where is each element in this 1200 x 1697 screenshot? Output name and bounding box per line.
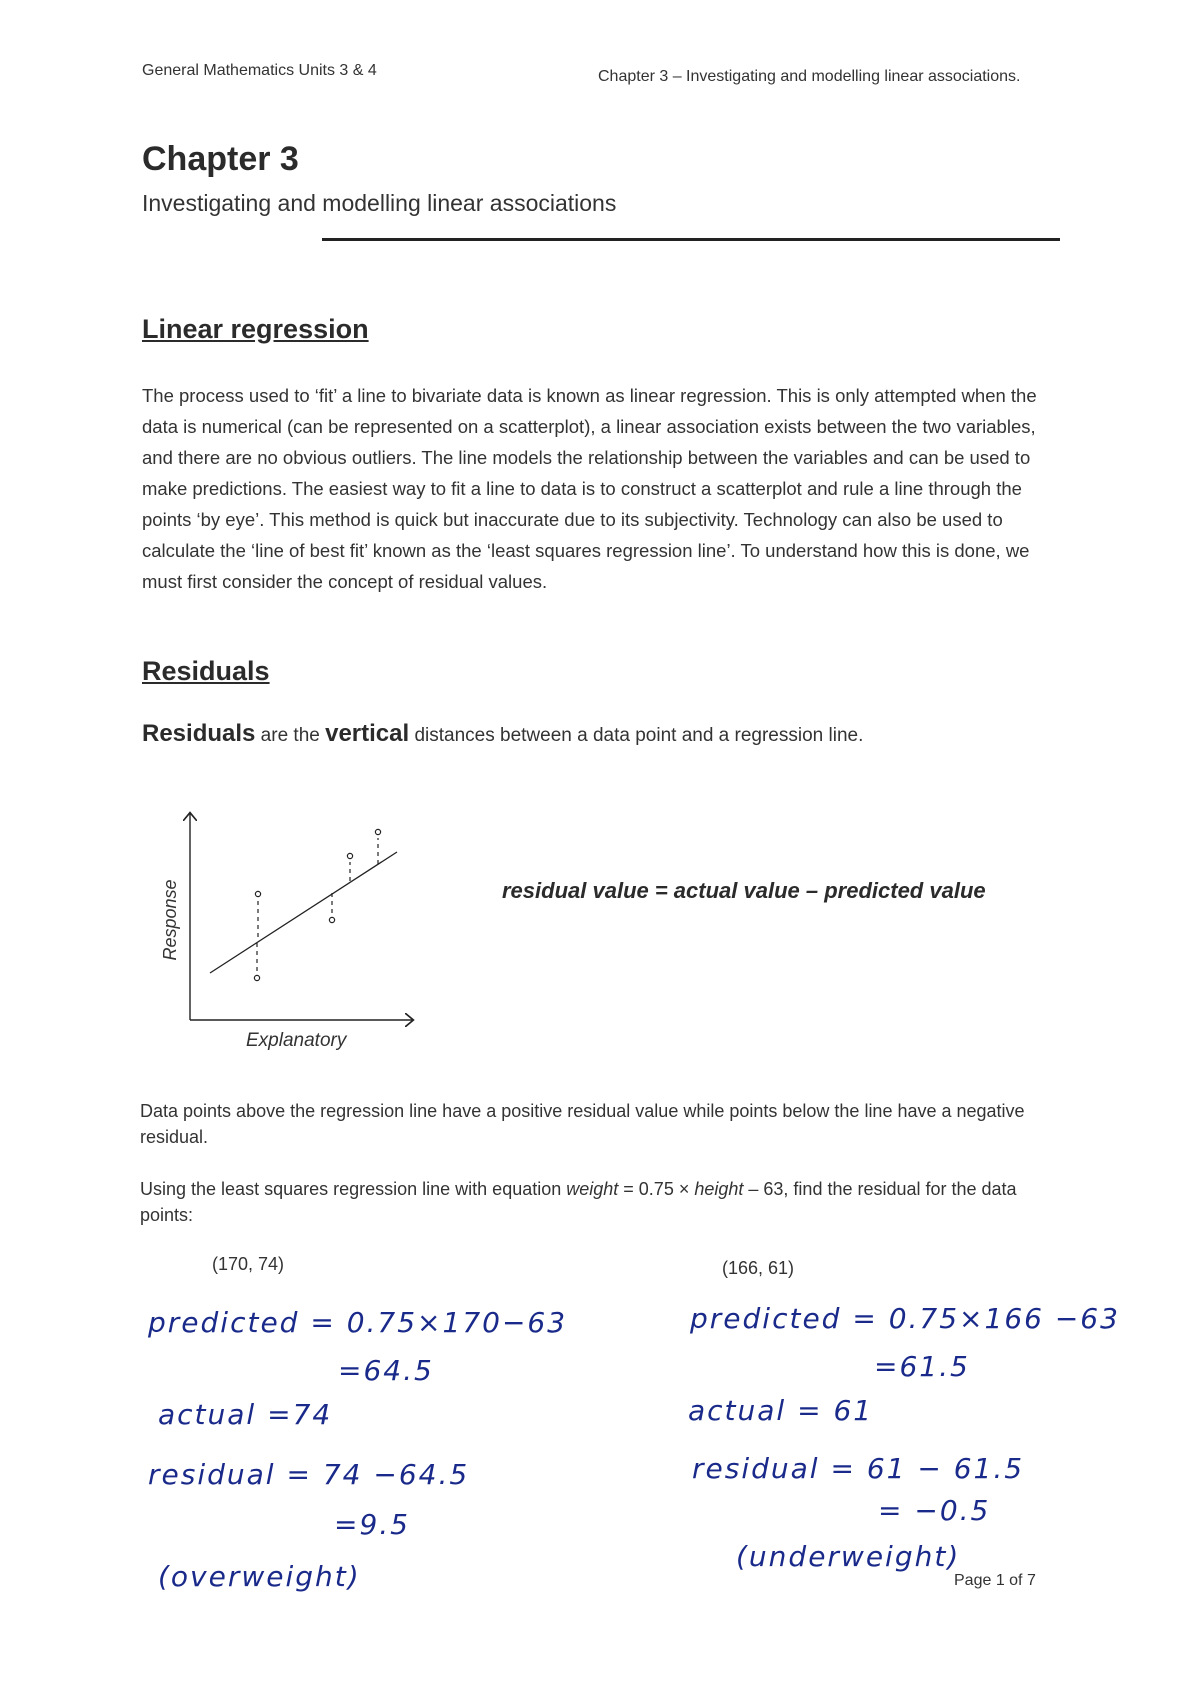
residual-diagram — [150, 800, 430, 1060]
hw-right-residual-value: = −0.5 — [878, 1494, 991, 1527]
title-rule — [322, 238, 1060, 241]
hw-right-note: (underweight) — [736, 1540, 961, 1573]
definition-rest: distances between a data point and a regression line. — [409, 725, 864, 746]
hw-left-predicted: predicted = 0.75×170−63 — [148, 1306, 568, 1339]
question-part-a: Using the least squares regression line with equation — [140, 1179, 567, 1199]
data-point-1 — [254, 975, 259, 980]
hw-left-predicted-value: =64.5 — [338, 1354, 434, 1387]
hw-left-residual: residual = 74 −64.5 — [148, 1458, 470, 1491]
hw-right-predicted: predicted = 0.75×166 −63 — [690, 1302, 1120, 1335]
residuals-term: Residuals — [142, 720, 256, 747]
residual-sign-note: Data points above the regression line have a positive residual value while points below the line have a negative residual. — [140, 1101, 1025, 1147]
x-axis-label: Explanatory — [246, 1030, 347, 1051]
definition-mid: are the — [255, 725, 326, 746]
section-heading-linear-regression: Linear regression — [142, 314, 369, 344]
regression-line — [210, 852, 397, 973]
chapter-subtitle: Investigating and modelling linear associations — [142, 190, 617, 216]
residual-formula: residual value = actual value – predicted value — [502, 878, 986, 903]
question-text — [140, 1176, 1070, 1228]
chapter-title: Chapter 3 — [142, 140, 299, 178]
data-point-4 — [347, 853, 352, 858]
hw-left-note: (overweight) — [158, 1560, 361, 1593]
page-number: Page 1 of 7 — [954, 1572, 1036, 1589]
question-height: height — [694, 1179, 744, 1199]
header-left: General Mathematics Units 3 & 4 — [142, 62, 377, 79]
data-point-label-1: (170, 74) — [212, 1254, 285, 1274]
data-point-3 — [329, 917, 334, 922]
vertical-term: vertical — [325, 720, 410, 747]
hw-right-predicted-value: =61.5 — [874, 1350, 970, 1383]
linear-regression-paragraph: The process used to ‘fit’ a line to bivariate data is known as linear regression. This is only attempted when the data is numerical (can be represented on a scatterplot), a linear association exists between the two variables, and there are no obvious outliers. The line models the relationship between the variables and can be used to make predictions. The easiest way to fit a line to data is to construct a scatterplot and rule a line through the points ‘by eye’. This method is quick but inaccurate due to its subjectivity. Technology can also be used to calculate the ‘line of best fit’ known as the ‘least squares regression line’. To understand how this is done, we must first consider the concept of residual values. — [142, 385, 1037, 592]
question-weight: weight — [566, 1179, 619, 1199]
section-heading-residuals: Residuals — [142, 656, 270, 686]
residuals-definition — [142, 720, 863, 748]
hw-right-actual: actual = 61 — [688, 1394, 874, 1427]
hw-left-residual-value: =9.5 — [334, 1508, 410, 1541]
hw-left-actual: actual =74 — [158, 1398, 333, 1431]
data-point-2 — [255, 891, 260, 896]
header-right: Chapter 3 – Investigating and modelling linear associations. — [598, 68, 1021, 85]
data-point-5 — [375, 829, 380, 834]
hw-right-residual: residual = 61 − 61.5 — [692, 1452, 1025, 1485]
question-part-b: = 0.75 × — [618, 1179, 695, 1199]
data-point-label-2: (166, 61) — [722, 1258, 795, 1278]
question-part-c: – 63, find the residual for the data points: — [140, 1179, 1017, 1225]
y-axis-label: Response — [160, 879, 180, 961]
